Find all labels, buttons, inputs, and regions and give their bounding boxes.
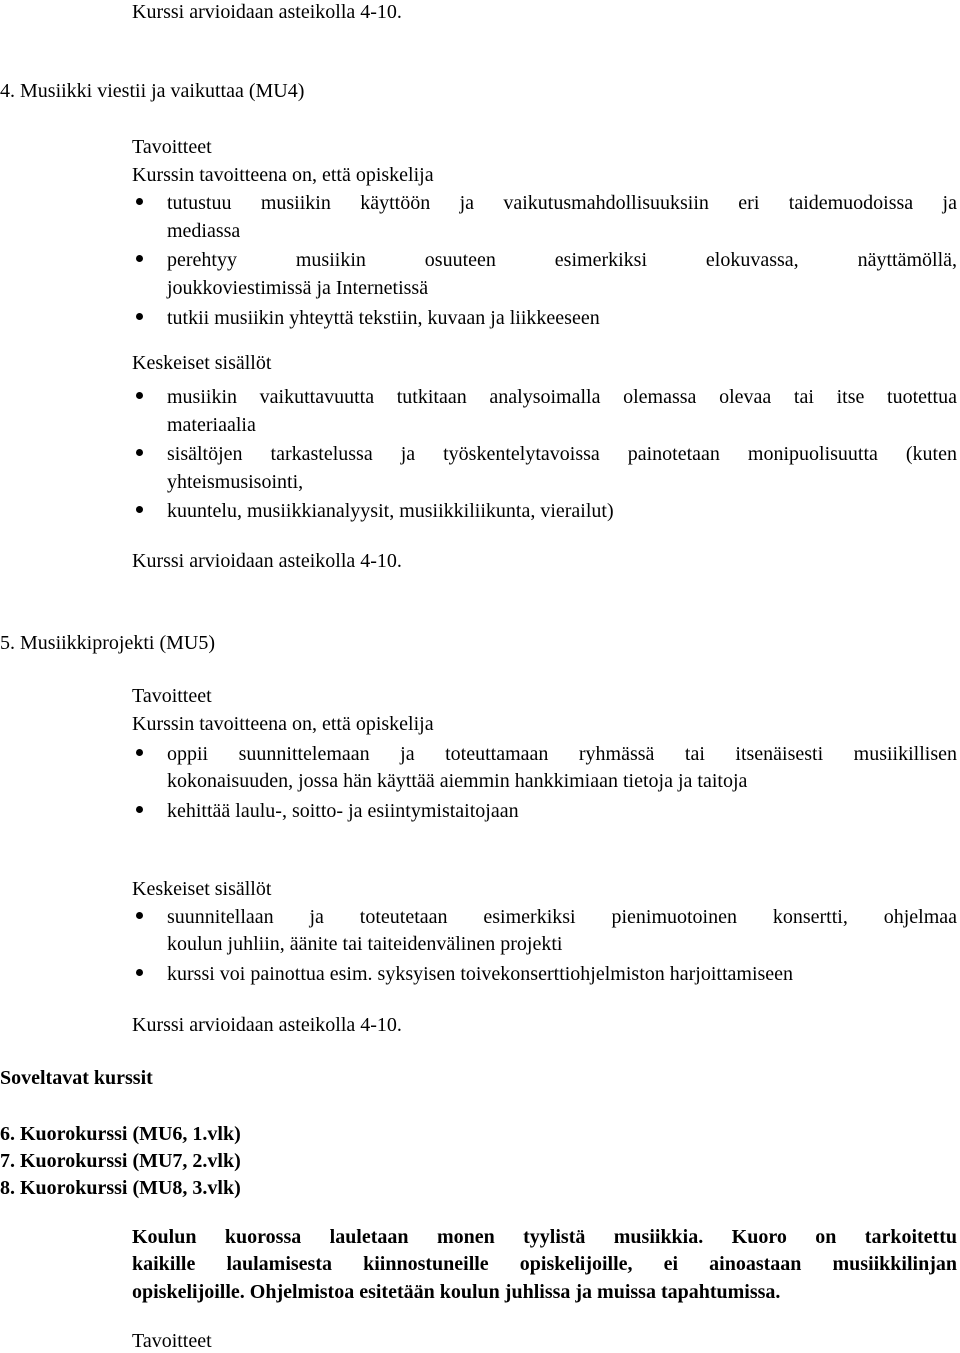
- mu4-content-2-line2: yhteismusisointi,: [167, 471, 304, 493]
- bullet-icon: [136, 313, 143, 320]
- mu4-goal-1-line1: tutustuu musiikin käyttöön ja vaikutusmahdollisuuksiin eri taidemuodoissa ja: [167, 192, 957, 214]
- mu4-goal-3: tutkii musiikin yhteyttä tekstiin, kuvaan ja liikkeeseen: [167, 307, 600, 329]
- applied-desc-line1: Koulun kuorossa lauletaan monen tyylistä musiikkia. Kuoro on tarkoitettu: [132, 1226, 957, 1248]
- mu4-goal-2-line1: perehtyy musiikin osuuteen esimerkiksi elokuvassa, näyttämöllä,: [167, 249, 957, 271]
- mu5-goal-1-line1: oppii suunnittelemaan ja toteuttamaan ryhmässä tai itsenäisesti musiikillisen: [167, 743, 957, 765]
- applied-desc-line2: kaikille laulamisesta kiinnostuneille opiskelijoille, ei ainoastaan musiikkilinjan: [132, 1253, 957, 1275]
- mu4-goal-2-line2: joukkoviestimissä ja Internetissä: [167, 277, 429, 299]
- mu5-content-1-line2: koulun juhliin, äänite tai taiteidenvälinen projekti: [167, 933, 563, 955]
- bullet-icon: [136, 506, 143, 513]
- mu5-goals-intro: Kurssin tavoitteena on, että opiskelija: [132, 713, 434, 735]
- course-mu6: 6. Kuorokurssi (MU6, 1.vlk): [0, 1123, 241, 1145]
- bullet-icon: [136, 969, 143, 976]
- applied-desc-line3: opiskelijoille. Ohjelmistoa esitetään koulun juhlissa ja muissa tapahtumissa.: [132, 1281, 781, 1303]
- mu4-goals-label: Tavoitteet: [132, 136, 212, 158]
- bullet-icon: [136, 198, 143, 205]
- mu4-goal-1-line2: mediassa: [167, 220, 241, 242]
- mu5-heading: 5. Musiikkiprojekti (MU5): [0, 632, 215, 654]
- bullet-icon: [136, 806, 143, 813]
- mu4-grading: Kurssi arvioidaan asteikolla 4-10.: [132, 550, 402, 572]
- mu4-content-1-line2: materiaalia: [167, 414, 256, 436]
- applied-heading: Soveltavat kurssit: [0, 1067, 153, 1089]
- mu5-content-2: kurssi voi painottua esim. syksyisen toivekonserttiohjelmiston harjoittamiseen: [167, 963, 794, 985]
- course-mu7: 7. Kuorokurssi (MU7, 2.vlk): [0, 1150, 241, 1172]
- mu5-content-1-line1: suunnitellaan ja toteutetaan esimerkiksi pienimuotoinen konsertti, ohjelmaa: [167, 906, 957, 928]
- applied-goals-label: Tavoitteet: [132, 1330, 212, 1352]
- course-mu8: 8. Kuorokurssi (MU8, 3.vlk): [0, 1177, 241, 1199]
- mu5-goals-label: Tavoitteet: [132, 685, 212, 707]
- mu5-goal-2: kehittää laulu-, soitto- ja esiintymistaitojaan: [167, 800, 519, 822]
- mu5-grading: Kurssi arvioidaan asteikolla 4-10.: [132, 1014, 402, 1036]
- bullet-icon: [136, 449, 143, 456]
- bullet-icon: [136, 749, 143, 756]
- mu4-heading: 4. Musiikki viestii ja vaikuttaa (MU4): [0, 80, 305, 102]
- mu4-goals-intro: Kurssin tavoitteena on, että opiskelija: [132, 164, 434, 186]
- bullet-icon: [136, 392, 143, 399]
- bullet-icon: [136, 912, 143, 919]
- mu4-content-1-line1: musiikin vaikuttavuutta tutkitaan analysoimalla olemassa olevaa tai itse tuotettua: [167, 386, 957, 408]
- mu4-content-3: kuuntelu, musiikkianalyysit, musiikkiliikunta, vierailut): [167, 500, 614, 522]
- mu4-content-label: Keskeiset sisällöt: [132, 352, 272, 374]
- mu5-goal-1-line2: kokonaisuuden, jossa hän käyttää aiemmin hankkimiaan tietoja ja taitoja: [167, 770, 748, 792]
- mu5-content-label: Keskeiset sisällöt: [132, 878, 272, 900]
- top-grading-text: Kurssi arvioidaan asteikolla 4-10.: [132, 1, 402, 23]
- bullet-icon: [136, 255, 143, 262]
- mu4-content-2-line1: sisältöjen tarkastelussa ja työskentelytavoissa painotetaan monipuolisuutta (kuten: [167, 443, 957, 465]
